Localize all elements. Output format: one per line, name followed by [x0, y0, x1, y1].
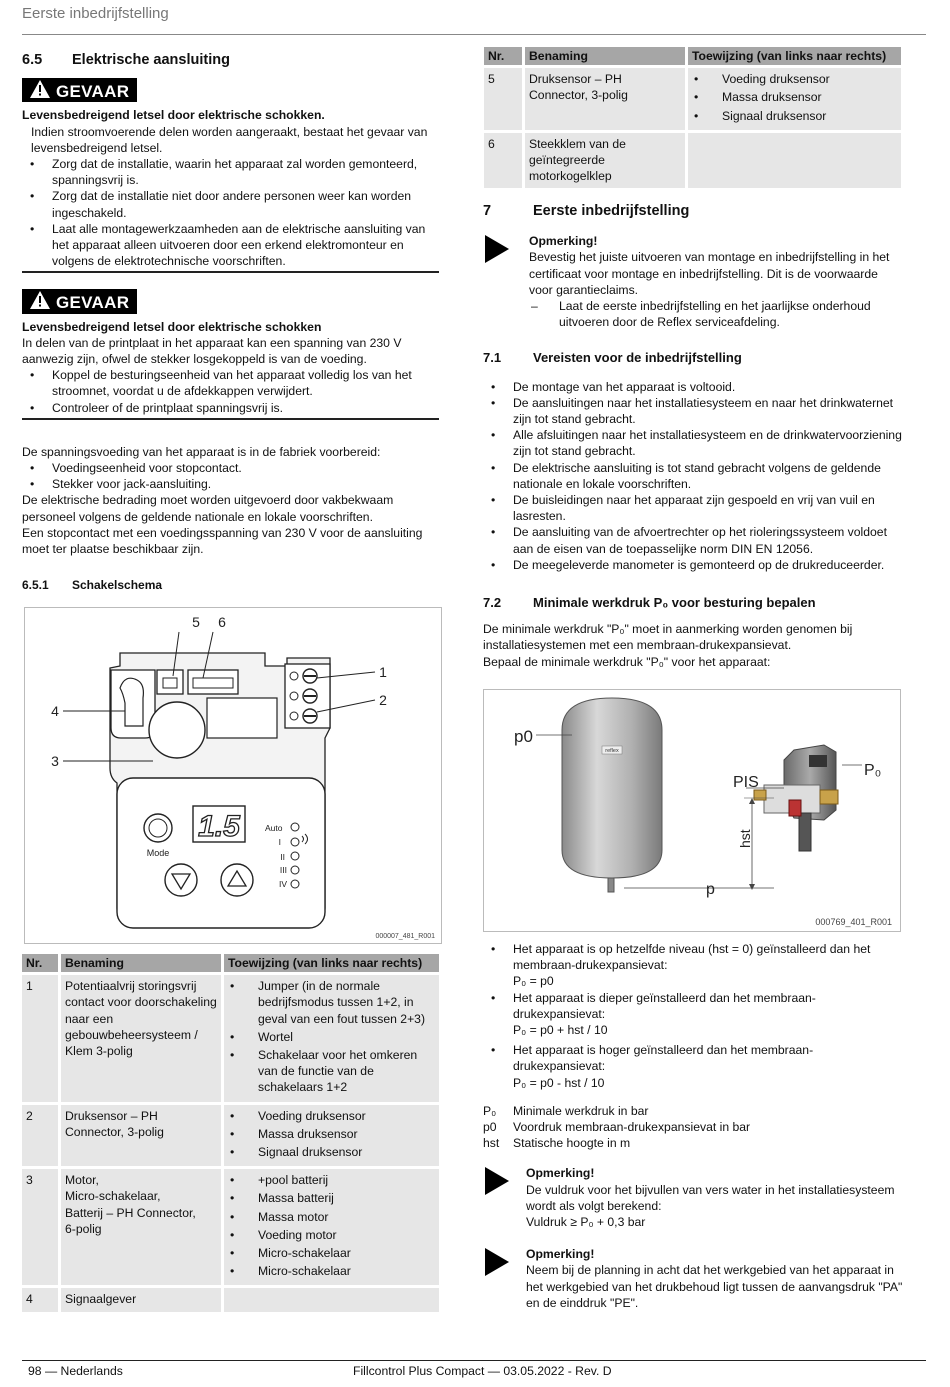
list-item: • Micro-schakelaar: [228, 1245, 435, 1261]
column-header: Nr.: [484, 47, 522, 65]
list-item: • De elektrische aansluiting is tot stand gebracht volgens de geldende nationale en lokale voorschriften.: [483, 460, 903, 492]
list-item: • Signaal druksensor: [228, 1144, 435, 1160]
pressure-vessel-diagram: [484, 690, 900, 931]
list-item: • Voedingseenheid voor stopcontact.: [22, 460, 439, 476]
column-header: Nr.: [22, 954, 58, 972]
list-item: • Het apparaat is op hetzelfde niveau (hst = 0) geïnstalleerd dan het membraan-drukexpansievat:: [483, 941, 903, 973]
callout-6: 6: [218, 614, 226, 630]
left-column: [22, 52, 439, 593]
callout-1: 1: [379, 664, 387, 680]
figure-code: 000007_481_R001: [375, 933, 435, 940]
note-block-1: [483, 233, 903, 330]
cell-name: Steekklem van de geïntegreerde motorkogelklep: [525, 133, 685, 189]
list-item: • De meegeleverde manometer is gemonteerd op de drukreduceerder.: [483, 557, 903, 573]
note-text: Neem bij de planning in acht dat het werkgebied van het apparaat in het werkgebied van het drukbehoud ligt tussen de aanvangsdruk "PA" en de einddruk "PE".: [526, 1263, 903, 1310]
cell-assignment: [224, 975, 439, 1101]
paragraph: Bepaal de minimale werkdruk "P₀" voor het apparaat:: [483, 654, 771, 669]
paragraph: De elektrische bedrading moet worden uitgevoerd door vakbekwaam personeel volgens de geldende nationale en lokale voorschriften.: [22, 493, 394, 524]
subsection-heading: 6.5.1 Schakelschema: [22, 578, 163, 593]
legend-row: p0 Voordruk membraan-drukexpansievat in bar: [483, 1120, 751, 1135]
auto-label: Auto: [265, 823, 283, 833]
body-text: [22, 444, 439, 557]
level-label: IV: [278, 879, 287, 889]
list-item: • Zorg dat de installatie niet door andere personen weer kan worden ingeschakeld.: [22, 188, 439, 220]
column-header: Toewijzing (van links naar rechts): [224, 954, 439, 972]
danger-heading: Levensbedreigend letsel door elektrische schokken: [22, 319, 322, 334]
danger-block-2: [22, 289, 439, 419]
cell-assignment: [224, 1169, 439, 1285]
level-label: I: [278, 837, 281, 847]
list-item: • Controleer of de printplaat spanningsvrij is.: [22, 400, 439, 416]
footer-document-info: Fillcontrol Plus Compact — 03.05.2022 - Rev. D: [353, 1364, 612, 1378]
danger-text: In delen van de printplaat in het apparaat kan een spanning van 230 V aanwezig zijn, ofwel de stekker losgekoppeld is van de voeding.: [22, 335, 402, 367]
warning-icon: [30, 291, 50, 312]
label-P0: P₀: [864, 762, 882, 779]
list-item: • De buisleidingen naar het apparaat zijn gespoeld en vrij van vuil en lasresten.: [483, 492, 903, 524]
paragraph: De spanningsvoeding van het apparaat is in de fabriek voorbereid:: [22, 444, 381, 459]
level-label: III: [279, 865, 287, 875]
danger-badge: GEVAAR: [22, 289, 137, 313]
cell-nr: 6: [484, 133, 522, 189]
mode-label: Mode: [146, 848, 170, 858]
table-row: [484, 68, 901, 130]
note-arrow-icon: [485, 235, 509, 263]
column-header: Benaming: [525, 47, 685, 65]
display-readout: 1.5: [198, 810, 240, 843]
list-item: • Micro-schakelaar: [228, 1263, 435, 1279]
list-item: • Koppel de besturingseenheid van het apparaat volledig los van het stroomnet, voordat u de afdekkappen verwijdert.: [22, 367, 439, 399]
list-item: • Voeding motor: [228, 1227, 435, 1243]
list-item: • De aansluitingen naar het installatiesysteem en naar het drinkwaternet zijn tot stand gebracht.: [483, 395, 903, 427]
list-item: • Voeding druksensor: [228, 1108, 435, 1124]
divider: [22, 418, 439, 420]
column-header: Benaming: [61, 954, 221, 972]
note-title: Opmerking!: [529, 234, 598, 249]
footer-divider: [22, 1360, 926, 1361]
divider: [22, 271, 439, 273]
list-item: • Stekker voor jack-aansluiting.: [22, 476, 439, 492]
figure-code: 000769_401_R001: [815, 917, 892, 927]
table-header-row: [22, 954, 439, 972]
right-column: [483, 203, 903, 670]
danger-heading: Levensbedreigend letsel door elektrische schokken.: [22, 108, 325, 123]
list-item: • Massa motor: [228, 1209, 435, 1225]
cell-name: Druksensor – PH Connector, 3-polig: [525, 68, 685, 130]
list-item: • Alle afsluitingen naar het installatiesysteem en de drinkwatervoorziening zijn tot stand gebracht.: [483, 427, 903, 459]
section-heading: 7.1 Vereisten voor de inbedrijfstelling: [483, 350, 742, 366]
section-heading: 7.2 Minimale werkdruk P₀ voor besturing bepalen: [483, 595, 816, 611]
list-item: • Signaal druksensor: [692, 108, 897, 124]
formula: P₀ = p0 - hst / 10: [513, 1075, 605, 1090]
wiring-diagram-figure: [24, 607, 442, 944]
cell-assignment: [224, 1105, 439, 1167]
note-arrow-icon: [485, 1248, 509, 1276]
cell-assignment: [688, 68, 901, 130]
note-text: De vuldruk voor het bijvullen van vers water in het installatiesysteem wordt als volgt berekend:: [526, 1182, 895, 1213]
note-title: Opmerking!: [526, 1247, 595, 1262]
section-text: [483, 621, 903, 670]
cell-nr: 3: [22, 1169, 58, 1285]
list-item: • Jumper (in de normale bedrijfsmodus tussen 1+2, in geval van een fout tussen 2+3): [228, 978, 435, 1027]
page-header-title: Eerste inbedrijfstelling: [22, 5, 169, 22]
column-header: Toewijzing (van links naar rechts): [688, 47, 901, 65]
table-row: [22, 1105, 439, 1167]
callout-4: 4: [51, 703, 59, 719]
section-heading: 7 Eerste inbedrijfstelling: [483, 203, 690, 219]
header-divider: [22, 34, 926, 35]
footer-page-language: 98 — Nederlands: [28, 1364, 123, 1378]
list-item: • Zorg dat de installatie, waarin het apparaat zal worden gemonteerd, spanningsvrij is.: [22, 156, 439, 188]
pressure-vessel-figure: [483, 689, 901, 932]
list-item: • De aansluiting van de afvoertrechter op het rioleringssysteem voldoet aan de eisen van de toepasselijke norm DIN EN 12056.: [483, 524, 903, 556]
legend: [483, 1103, 903, 1152]
list-item: • Wortel: [228, 1029, 435, 1045]
list-item: • +pool batterij: [228, 1172, 435, 1188]
note-arrow-icon: [485, 1167, 509, 1195]
callout-3: 3: [51, 753, 59, 769]
note-text: Bevestig het juiste uitvoeren van montage en inbedrijfstelling in het certificaat voor montage en inbedrijfstelling. Dit is de voorwaarde voor garantieclaims.: [529, 250, 890, 297]
list-item: • Het apparaat is hoger geïnstalleerd dan het membraan-drukexpansievat:: [483, 1042, 903, 1074]
cell-nr: 2: [22, 1105, 58, 1167]
legend-row: P₀ Minimale werkdruk in bar: [483, 1103, 649, 1118]
list-item: • Massa druksensor: [228, 1126, 435, 1142]
danger-text: Indien stroomvoerende delen worden aangeraakt, bestaat het gevaar van levensbedreigend letsel.: [31, 124, 428, 155]
list-item: – Laat de eerste inbedrijfstelling en het jaarlijkse onderhoud uitvoeren door de Reflex serviceafdeling.: [529, 298, 903, 330]
callout-5: 5: [192, 614, 200, 630]
section-heading: 6.5 Elektrische aansluiting: [22, 52, 230, 68]
cell-name: Druksensor – PH Connector, 3-polig: [61, 1105, 221, 1167]
paragraph: Een stopcontact met een voedingsspanning van 230 V voor de aansluiting moet ter plaatse beschikbaar zijn.: [22, 525, 423, 557]
wiring-diagram: [25, 608, 441, 943]
legend-row: hst Statische hoogte in m: [483, 1136, 631, 1151]
list-item: • Schakelaar voor het omkeren van de functie van de schakelaars 1+2: [228, 1047, 435, 1096]
list-item: • Laat alle montagewerkzaamheden aan de elektrische aansluiting van het apparaat alleen uitvoeren door een erkend elektromonteur en volgens de elektrotechnische voorschriften.: [22, 221, 439, 270]
note-block-2: [483, 1165, 903, 1230]
connection-table-right: [481, 44, 904, 191]
list-item: • De montage van het apparaat is voltooid.: [483, 379, 903, 395]
note-title: Opmerking!: [526, 1166, 595, 1181]
danger-block-1: [22, 78, 439, 273]
list-item: • Het apparaat is dieper geïnstalleerd dan het membraan-drukexpansievat:: [483, 990, 903, 1022]
cell-name: Motor, Micro-schakelaar, Batterij – PH Connector, 6-polig: [61, 1169, 221, 1285]
cell-name: Signaalgever: [61, 1288, 221, 1311]
requirements-list: [483, 379, 903, 573]
label-pis: PIS: [733, 774, 759, 791]
formula: P₀ = p0 + hst / 10: [513, 1023, 608, 1038]
label-p0: p0: [514, 727, 533, 746]
warning-icon: [30, 80, 50, 101]
cell-assignment: [688, 133, 901, 189]
level-label: II: [280, 852, 285, 862]
cell-assignment: [224, 1288, 439, 1311]
list-item: • Massa druksensor: [692, 89, 897, 105]
cell-nr: 5: [484, 68, 522, 130]
label-hst: hst: [737, 829, 753, 848]
paragraph: De minimale werkdruk "P₀" moet in aanmerking worden genomen bij installatiesystemen met een membraan-drukexpansievat.: [483, 622, 853, 653]
connection-table-left: [19, 951, 442, 1315]
table-row: [484, 133, 901, 189]
formula: Vuldruk ≥ P₀ + 0,3 bar: [526, 1215, 646, 1230]
table-header-row: [484, 47, 901, 65]
table-row: [22, 1288, 439, 1311]
cell-nr: 1: [22, 975, 58, 1101]
note-block-3: [483, 1246, 903, 1311]
table-row: [22, 1169, 439, 1285]
table-row: [22, 975, 439, 1101]
list-item: • Massa batterij: [228, 1190, 435, 1206]
brand-label: reflex: [605, 748, 619, 754]
list-item: • Voeding druksensor: [692, 71, 897, 87]
callout-2: 2: [379, 692, 387, 708]
formula: P₀ = p0: [513, 974, 554, 989]
cell-name: Potentiaalvrij storingsvrij contact voor doorschakeling naar een gebouwbeheersysteem / Klem 3-polig: [61, 975, 221, 1101]
danger-badge: GEVAAR: [22, 78, 137, 102]
conditions-block: [483, 941, 903, 1311]
label-p: p: [706, 881, 715, 898]
cell-nr: 4: [22, 1288, 58, 1311]
